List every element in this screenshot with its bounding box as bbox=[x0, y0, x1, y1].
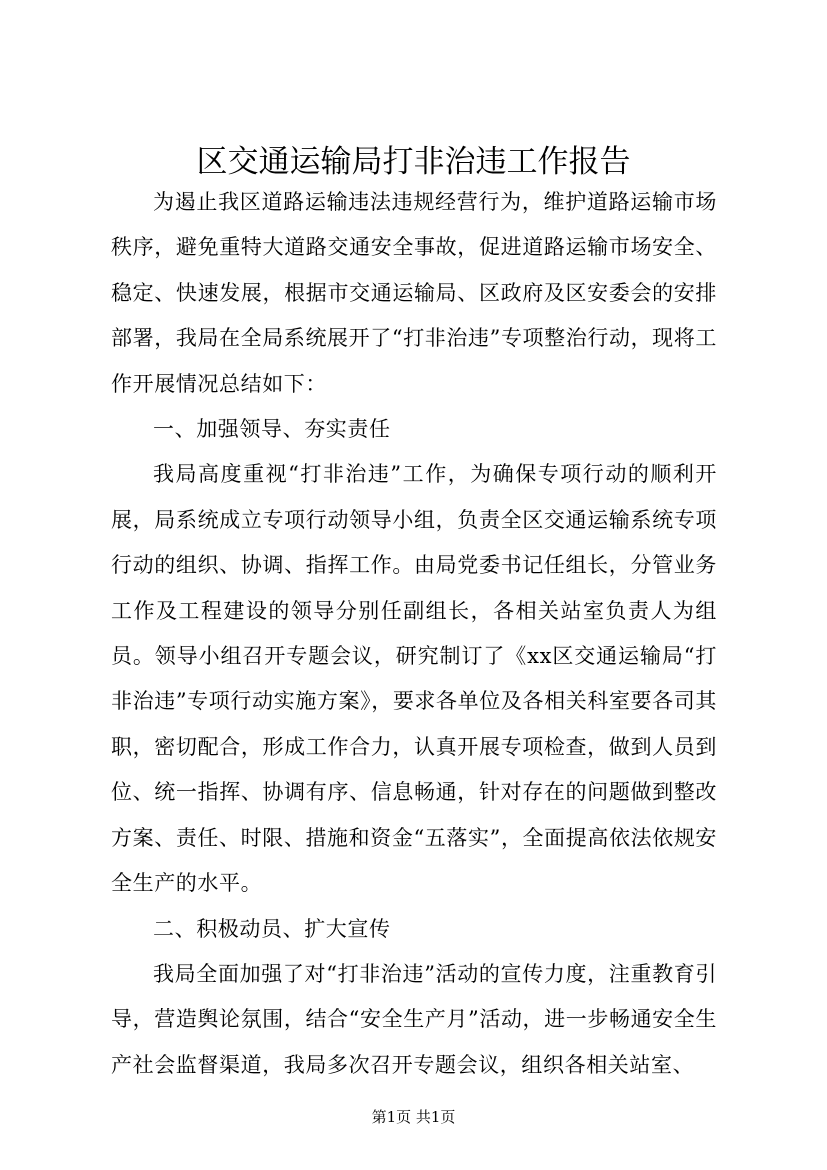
document-body bbox=[111, 180, 717, 1088]
intro-paragraph: 为遏止我区道路运输违法违规经营行为，维护道路运输市场秩序，避免重特大道路交通安全事故，促进道路运输市场安全、稳定、快速发展，根据市交通运输局、区政府及区安委会的安排部署，我局在全局系统展开了“打非治违”专项整治行动，现将工作开展情况总结如下： bbox=[111, 190, 717, 396]
section-1-paragraph: 我局高度重视“打非治违”工作，为确保专项行动的顺利开展，局系统成立专项行动领导小组，负责全区交通运输系统专项行动的组织、协调、指挥工作。由局党委书记任组长，分管业务工作及工程建设的领导分别任副组长，各相关站室负责人为组员。领导小组召开专题会议，研究制订了《xx区交通运输局“打非治违”专项行动实施方案》，要求各单位及各相关科室要各司其职，密切配合，形成工作合力，认真开展专项检查，做到人员到位、统一指挥、协调有序、信息畅通，针对存在的问题做到整改方案、责任、时限、措施和资金“五落实”，全面提高依法依规安全生产的水平。 bbox=[111, 462, 717, 896]
section-heading-1: 一、加强领导、夯实责任 bbox=[153, 417, 391, 442]
page-footer: 第1页 共1页 bbox=[371, 1108, 456, 1126]
section-2-paragraph: 我局全面加强了对“打非治违”活动的宣传力度，注重教育引导，营造舆论氛围，结合“安全生产月”活动，进一步畅通安全生产社会监督渠道，我局多次召开专题会议，组织各相关站室、 bbox=[111, 961, 717, 1077]
document-title: 区交通运输局打非治违工作报告 bbox=[196, 144, 631, 180]
section-heading-2: 二、积极动员、扩大宣传 bbox=[153, 916, 391, 941]
